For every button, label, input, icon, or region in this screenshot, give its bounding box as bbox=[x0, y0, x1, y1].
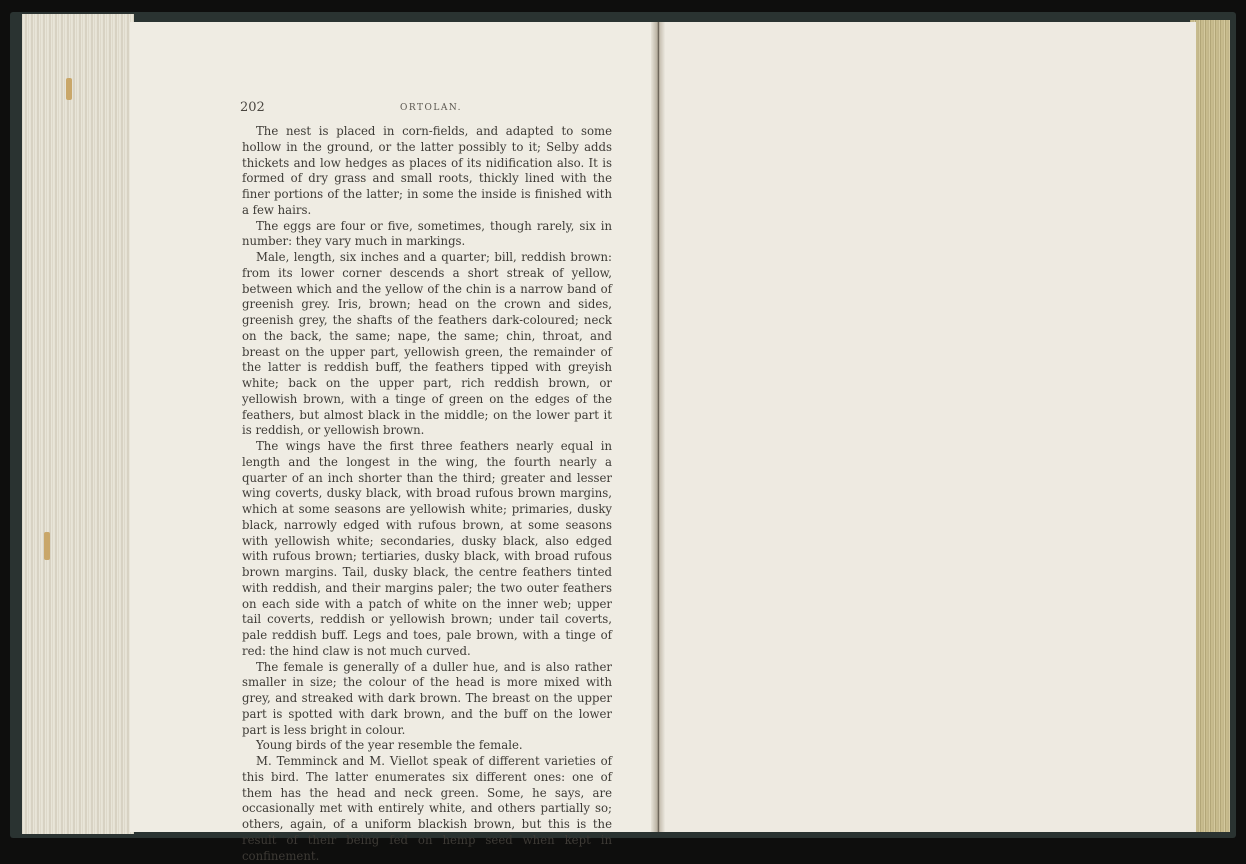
body-text bbox=[242, 124, 612, 864]
paragraph-female: The female is generally of a duller hue, and is also rather smaller in size; the colour of the head is more mixed with grey, and streaked with dark brown. The breast on the upper part is spotted with dark brown, and the buff on the lower part is less bright in colour. bbox=[242, 659, 612, 737]
paragraph-wings: The wings have the first three feathers nearly equal in length and the longest in the wing, the fourth nearly a quarter of an inch shorter than the third; greater and lesser wing coverts, dusky black, with broad rufous brown margins, which at some seasons are yellowish white; primaries, dusky black, narrowly edged with rufous brown, at some seasons with yellowish white; secondaries, dusky black, also edged with rufous brown; tertiaries, dusky black, with broad rufous brown margins. Tail, dusky black, the centre feathers tinted with reddish, and their margins paler; the two outer feathers on each side with a patch of white on the inner web; upper tail coverts, reddish or yellowish brown; under tail coverts, pale reddish buff. Legs and toes, pale brown, with a tinge of red: the hind claw is not much curved. bbox=[242, 439, 612, 658]
page-number: 202 bbox=[240, 100, 265, 115]
page-edges-left bbox=[22, 14, 134, 834]
paragraph-eggs: The eggs are four or five, sometimes, though rarely, six in number: they vary much in markings. bbox=[242, 218, 612, 249]
running-head bbox=[240, 100, 612, 120]
paragraph-nest: The nest is placed in corn-fields, and adapted to some hollow in the ground, or the latter possibly to it; Selby adds thickets and low hedges as places of its nidification also. It is formed of dry grass and small roots, thickly lined with the finer portions of the latter; in some the inside is finished with a few hairs. bbox=[242, 124, 612, 217]
right-page-blank bbox=[660, 22, 1196, 832]
book-gutter bbox=[651, 22, 665, 832]
paragraph-male: Male, length, six inches and a quarter; bill, reddish brown: from its lower corner descends a short streak of yellow, between which and the yellow of the chin is a narrow band of greenish grey. Iris, brown; head on the crown and sides, greenish grey, the shafts of the feathers dark-coloured; neck on the back, the same; nape, the same; chin, throat, and breast on the upper part, yellowish green, the remainder of the latter is reddish buff, the feathers tipped with greyish white; back on the upper part, rich reddish brown, or yellowish brown, with a tinge of green on the edges of the feathers, but almost black in the middle; on the lower part it is reddish, or yellowish brown. bbox=[242, 250, 612, 438]
paragraph-young: Young birds of the year resemble the female. bbox=[256, 738, 523, 753]
page-edges-right bbox=[1190, 20, 1230, 832]
bookmark-tab-top bbox=[66, 78, 72, 100]
running-title: ORTOLAN. bbox=[400, 103, 463, 113]
paragraph-varieties: M. Temminck and M. Viellot speak of different varieties of this bird. The latter enumerates six different ones: one of them has the head and neck green. Some, he says, are occasionally met with entirely white, and others partially so; others, again, of a uniform blackish brown, but this is the result of their being fed on hemp seed when kept in confinement. bbox=[242, 754, 612, 863]
bookmark-tab-bottom bbox=[44, 532, 50, 560]
